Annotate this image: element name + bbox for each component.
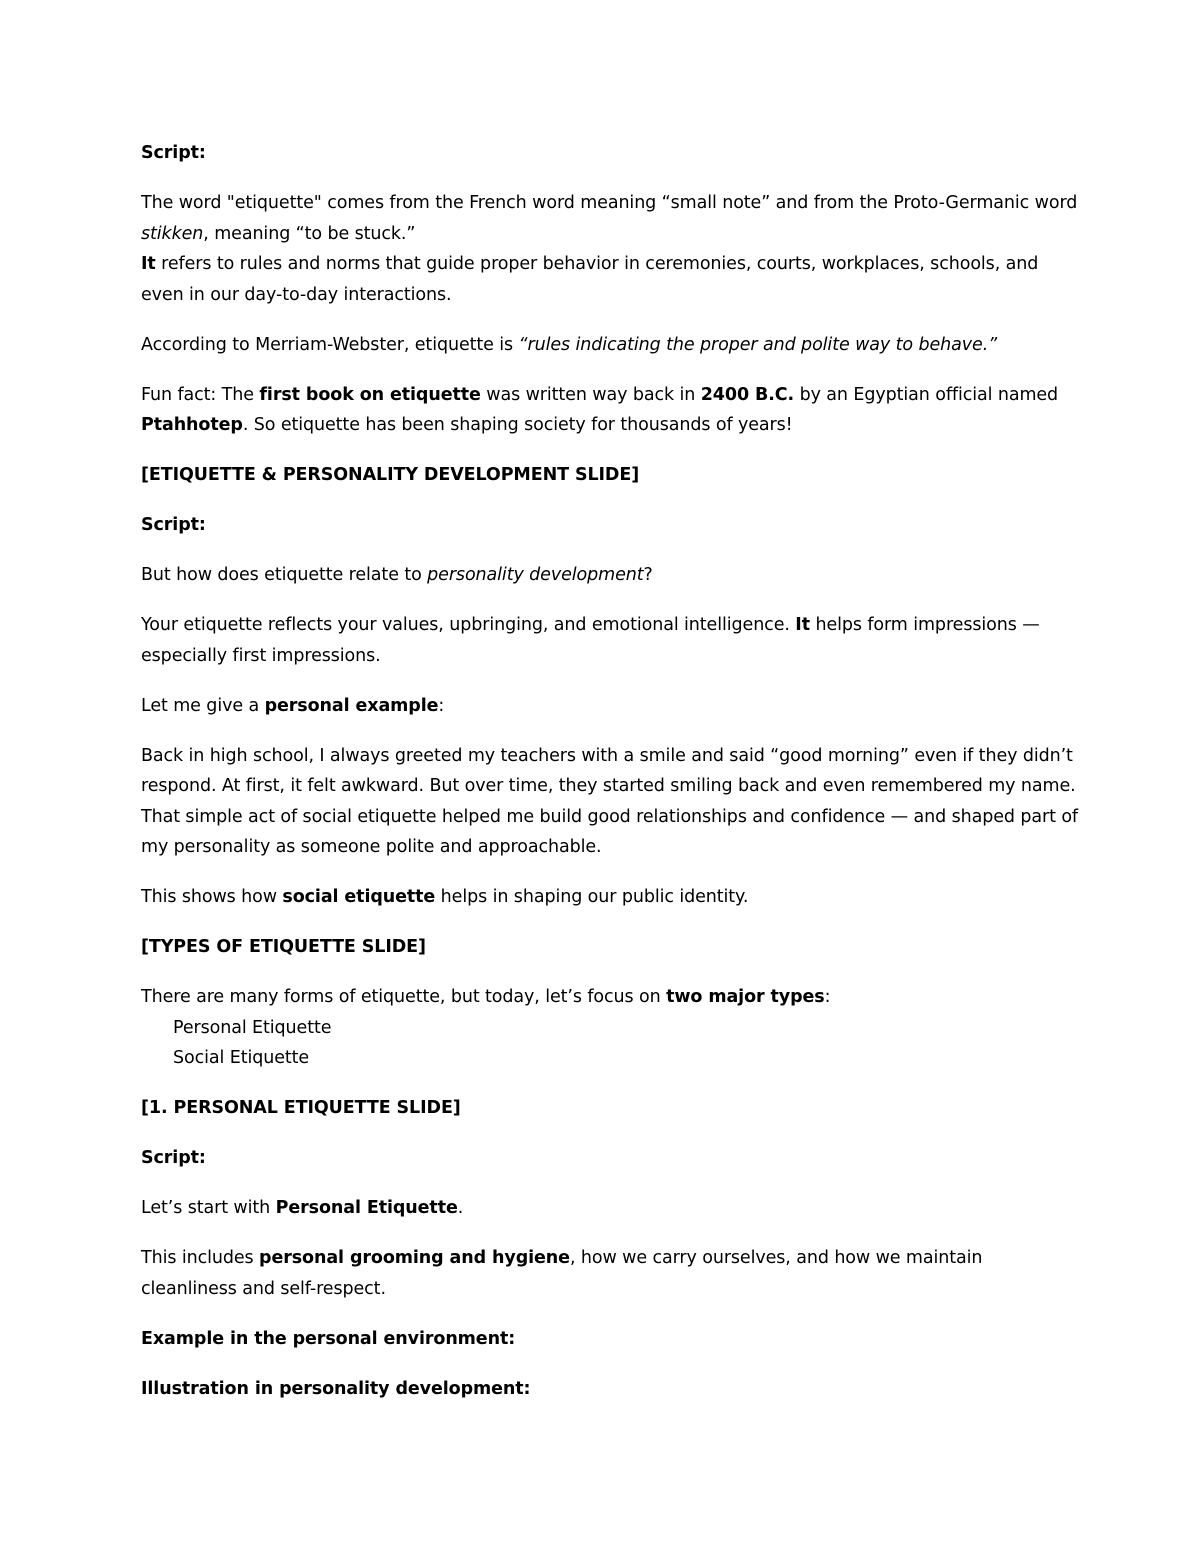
paragraph-etymology: The word "etiquette" comes from the French word meaning “small note” and from the Proto-Germanic word stikken, meaning “to be stuck.”	[141, 193, 1078, 244]
script-label: Script:	[141, 515, 206, 535]
paragraph-merriam-webster: According to Merriam-Webster, etiquette is “rules indicating the proper and polite way to behave.”	[141, 334, 998, 355]
paragraph-types-intro: There are many forms of etiquette, but today, let’s focus on two major types:	[141, 987, 831, 1007]
paragraph-social-identity: This shows how social etiquette helps in shaping our public identity.	[141, 887, 749, 907]
paragraph-reflection: Your etiquette reflects your values, upbringing, and emotional intelligence. It helps form impressions — especially first impressions.	[141, 615, 1040, 666]
document-body	[141, 138, 1081, 1424]
subheading-personality-development: Illustration in personality development:	[141, 1378, 531, 1399]
paragraph-personal-story: Back in high school, I always greeted my teachers with a smile and said “good morning” even if they didn’t respond. At first, it felt awkward. But over time, they started smiling back and even remembered my name. That simple act of social etiquette helped me build good relationships and confidence — and shaped part of my personality as someone polite and approachable.	[141, 745, 1078, 857]
paragraph-question: But how does etiquette relate to personality development?	[141, 565, 653, 585]
paragraph-personal-start: Let’s start with Personal Etiquette.	[141, 1198, 464, 1218]
slide-heading-types: [TYPES OF ETIQUETTE SLIDE]	[141, 937, 426, 957]
script-label: Script:	[141, 1148, 206, 1168]
paragraph-grooming: This includes personal grooming and hygiene, how we carry ourselves, and how we maintain cleanliness and self-respect.	[141, 1248, 983, 1299]
paragraph-definition: It refers to rules and norms that guide proper behavior in ceremonies, courts, workplaces, schools, and even in our day-to-day interactions.	[141, 254, 1039, 305]
slide-heading-personal-etiquette: [1. PERSONAL ETIQUETTE SLIDE]	[141, 1098, 461, 1118]
list-item: Social Etiquette	[173, 1048, 310, 1068]
slide-heading-etiquette-personality: [ETIQUETTE & PERSONALITY DEVELOPMENT SLIDE]	[141, 465, 640, 485]
subheading-personal-environment: Example in the personal environment:	[141, 1328, 516, 1349]
script-label: Script:	[141, 143, 206, 163]
paragraph-personal-example-intro: Let me give a personal example:	[141, 695, 445, 716]
list-item: Personal Etiquette	[173, 1017, 332, 1038]
paragraph-fun-fact: Fun fact: The first book on etiquette was written way back in 2400 B.C. by an Egyptian official named Ptahhotep. So etiquette has been shaping society for thousands of years!	[141, 384, 1059, 435]
